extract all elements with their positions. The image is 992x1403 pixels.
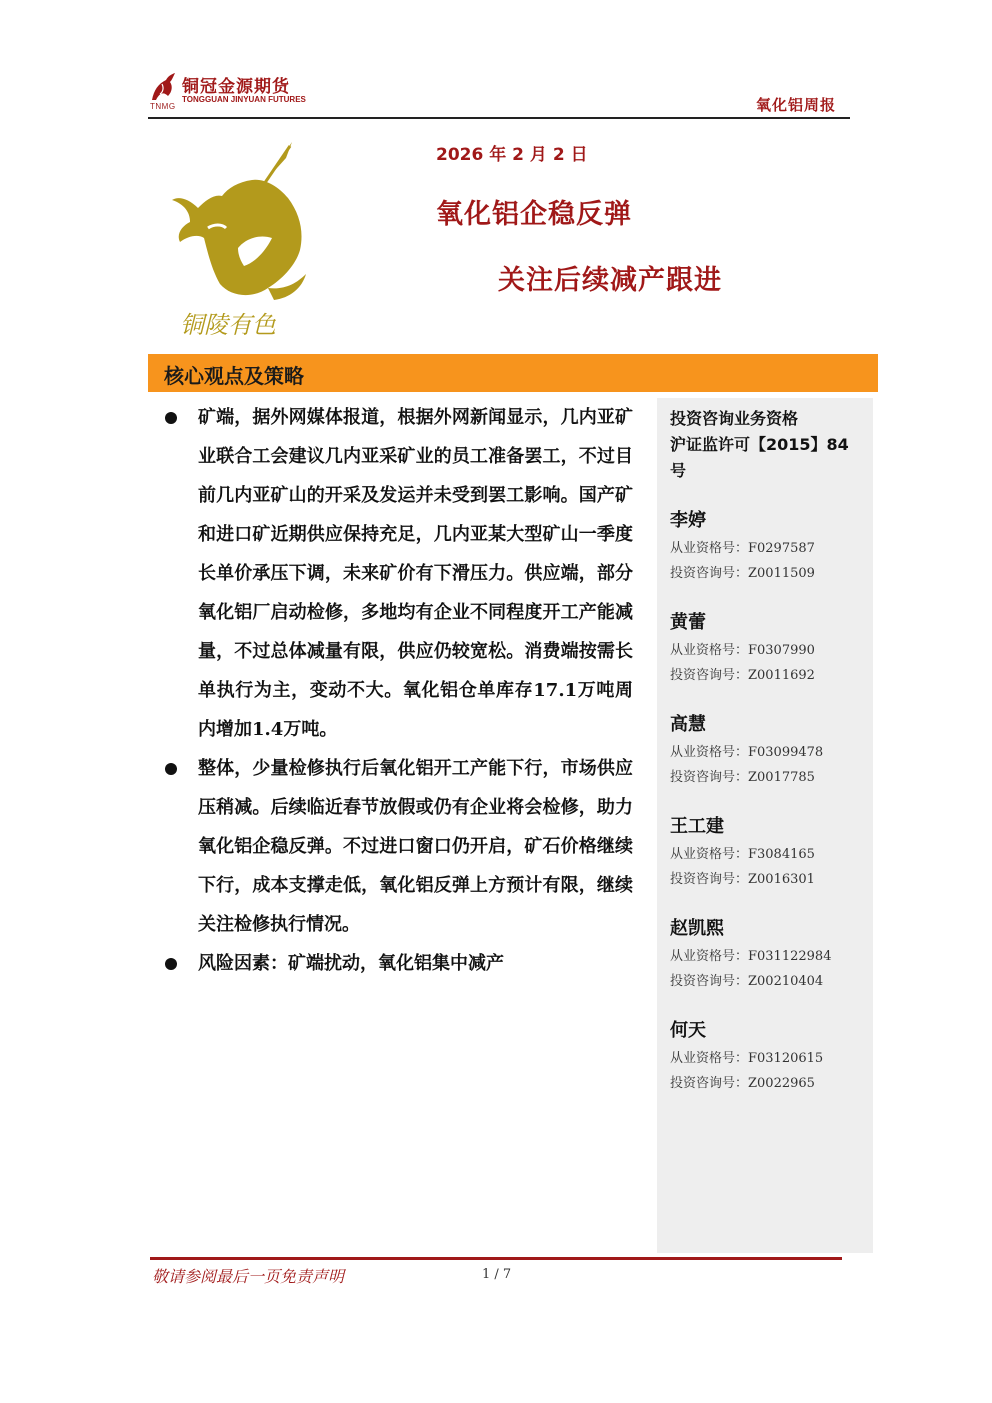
analyst-consult: 投资咨询号：Z0022965 bbox=[670, 1076, 815, 1091]
analyst-panel bbox=[657, 398, 873, 1253]
header-divider bbox=[148, 117, 850, 119]
bullet-text: 整体，少量检修执行后氧化铝开工产能下行，市场供应压稍减。后续临近春节放假或仍有企业将会检修，助力氧化铝企稳反弹。不过进口窗口仍开启，矿石价格继续下行，成本支撑走低，氧化铝反弹上方预计有限，继续关注检修执行情况。 bbox=[198, 758, 633, 935]
analyst-license: 从业资格号：F0297587 bbox=[670, 541, 815, 556]
analyst-consult: 投资咨询号：Z0011509 bbox=[670, 566, 815, 581]
bullet-text: 矿端，据外网媒体报道，根据外网新闻显示，几内亚矿业联合工会建议几内亚采矿业的员工准备罢工，不过目前几内亚矿山的开采及发运并未受到罢工影响。国产矿和进口矿近期供应保持充足，几内亚某大型矿山一季度长单价承压下调，未来矿价有下滑压力。供应端，部分氧化铝厂启动检修，多地均有企业不同程度开工产能减量，不过总体减量有限，供应仍较宽松。消费端按需长单执行为主，变动不大。氧化铝仓单库存17.1万吨周内增加1.4万吨。 bbox=[198, 407, 633, 740]
analyst-license: 从业资格号：F03120615 bbox=[670, 1051, 824, 1066]
analyst-card bbox=[670, 506, 870, 586]
analyst-name: 何天 bbox=[670, 1020, 706, 1041]
analyst-name: 高慧 bbox=[670, 714, 706, 735]
emblem-icon bbox=[168, 138, 318, 343]
qualification-license: 沪证监许可【2015】84 bbox=[670, 435, 849, 454]
analyst-card bbox=[670, 914, 870, 994]
analyst-license: 从业资格号：F03099478 bbox=[670, 745, 824, 760]
section-header bbox=[148, 354, 878, 392]
bullet-icon bbox=[165, 763, 177, 775]
horse-logo-icon bbox=[148, 70, 178, 104]
analyst-card bbox=[670, 710, 870, 790]
disclaimer-note: 敬请参阅最后一页免责声明 bbox=[152, 1267, 345, 1286]
page-number: 1 / 7 bbox=[482, 1267, 512, 1282]
analyst-name: 黄蕾 bbox=[670, 612, 706, 633]
analyst-license: 从业资格号：F3084165 bbox=[670, 847, 815, 862]
company-abbr: TNMG bbox=[150, 102, 176, 111]
report-date: 2026 年 2 月 2 日 bbox=[436, 145, 588, 165]
company-name-cn: 铜冠金源期货 bbox=[182, 77, 290, 97]
bullet-point-mining bbox=[158, 398, 633, 749]
analyst-consult: 投资咨询号：Z00210404 bbox=[670, 974, 824, 989]
bullet-text: 风险因素：矿端扰动，氧化铝集中减产 bbox=[198, 953, 504, 974]
bullet-point-risk bbox=[158, 944, 633, 983]
analyst-name: 王工建 bbox=[670, 816, 724, 837]
analyst-consult: 投资咨询号：Z0011692 bbox=[670, 668, 815, 683]
analyst-name: 赵凯熙 bbox=[670, 918, 724, 939]
analyst-consult: 投资咨询号：Z0016301 bbox=[670, 872, 815, 887]
bullet-icon bbox=[165, 412, 177, 424]
analyst-card bbox=[670, 1016, 870, 1096]
emblem-caption: 铜陵有色 bbox=[180, 311, 276, 339]
report-type: 氧化铝周报 bbox=[755, 96, 836, 114]
analyst-card bbox=[670, 608, 870, 688]
qualification-title: 投资咨询业务资格 bbox=[670, 409, 799, 428]
footer-divider bbox=[150, 1257, 842, 1260]
report-title: 氧化铝企稳反弹 bbox=[436, 199, 632, 230]
company-name-en: TONGGUAN JINYUAN FUTURES bbox=[182, 95, 306, 104]
section-title: 核心观点及策略 bbox=[164, 364, 304, 388]
bullet-icon bbox=[165, 958, 177, 970]
report-subtitle: 关注后续减产跟进 bbox=[498, 265, 722, 296]
core-views bbox=[158, 398, 633, 983]
analyst-license: 从业资格号：F0307990 bbox=[670, 643, 815, 658]
company-logo bbox=[148, 70, 308, 114]
bullet-point-overall bbox=[158, 749, 633, 944]
qualification-suffix: 号 bbox=[670, 461, 687, 480]
analyst-name: 李婷 bbox=[670, 510, 706, 531]
company-emblem bbox=[168, 138, 318, 343]
analyst-consult: 投资咨询号：Z0017785 bbox=[670, 770, 815, 785]
analyst-card bbox=[670, 812, 870, 892]
analyst-license: 从业资格号：F031122984 bbox=[670, 949, 832, 964]
